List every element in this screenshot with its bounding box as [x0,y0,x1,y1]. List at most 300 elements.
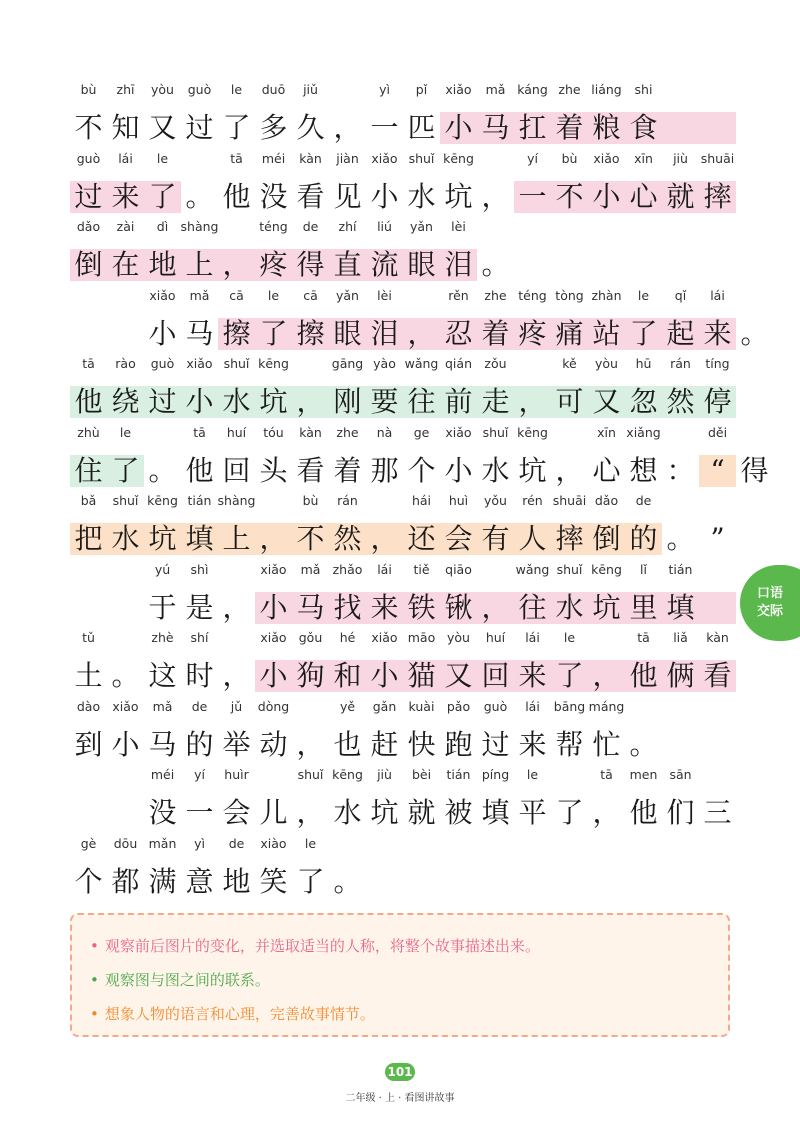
pinyin: guò [187,82,212,97]
pinyin: yí [527,150,538,166]
hanzi: 和 [333,659,362,692]
hanzi: ： [666,453,695,487]
char-cell [107,425,144,493]
hanzi: 赶 [370,727,399,761]
char-cell [181,219,218,287]
hanzi: 了 [296,864,325,898]
hanzi: 就 [666,179,695,213]
story-segment [70,356,736,424]
pinyin: dǎo [76,219,101,234]
hanzi: 了 [555,796,584,829]
pinyin: jiǔ [303,82,318,97]
hanzi: 了 [148,179,177,213]
pinyin: qián [445,356,472,371]
pinyin: yì [194,835,205,851]
char-cell [625,425,662,493]
hanzi: 小 [185,385,214,418]
pinyin: tā [82,356,95,371]
hanzi: 有 [481,522,510,555]
hanzi: 人 [518,522,547,555]
pinyin: xiào [260,835,287,851]
tip-item: • 观察前后图片的变化，并选取适当的人称，将整个故事描述出来。 [90,937,540,955]
pinyin: shuǐ [556,561,583,577]
char-cell [699,630,736,698]
story-segment [70,836,366,904]
pinyin: yú [154,561,171,577]
pinyin: de [228,835,245,851]
hanzi: 他 [629,796,658,829]
char-cell [662,562,699,630]
hanzi: 了 [259,316,288,350]
hanzi: 看 [296,179,325,213]
hanzi: 心 [592,453,621,487]
pinyin: xiǎo [445,82,472,97]
pinyin: xiǎng [626,424,661,440]
pinyin: le [230,82,243,97]
pinyin: sān [669,767,692,782]
story-segment [70,425,773,493]
story-segment [70,630,255,698]
oral-communication-tab[interactable] [740,565,800,641]
hanzi: 直 [333,248,362,281]
pinyin: rěn [448,287,469,303]
pinyin: wǎng [404,356,439,371]
char-cell [699,288,736,356]
pinyin: xiǎo [260,561,287,577]
pinyin: dào [76,698,101,714]
hanzi: 满 [148,864,177,898]
pinyin: lái [377,561,392,577]
pinyin: nà [376,424,393,440]
hanzi: 又 [148,111,177,144]
pinyin: yǎn [410,219,433,234]
char-cell [440,151,477,219]
pinyin: bāng [553,698,586,714]
hanzi: ， [222,659,251,692]
pinyin: liáng [591,82,622,97]
hanzi: 没 [148,796,177,829]
pinyin: lǐ [640,561,647,577]
hanzi: 倒 [74,248,103,281]
pinyin: bǎ [80,493,97,508]
hanzi: 了 [555,659,584,692]
pinyin: hū [635,356,652,371]
pinyin: xiǎo [445,424,472,440]
hanzi: 绕 [111,385,140,418]
hanzi: 疼 [259,248,288,281]
char-cell [329,836,366,904]
hanzi: 水 [407,179,436,213]
story-segment [366,82,662,150]
hanzi: 小 [259,590,288,624]
pinyin: lái [525,698,540,714]
hanzi: 摔 [703,179,732,213]
pinyin: děi [707,424,728,440]
hanzi: 是 [185,590,214,624]
pinyin: le [119,424,132,440]
pinyin: liǎ [673,630,688,645]
hanzi: 时 [185,659,214,692]
hanzi: 填 [185,522,214,555]
hanzi: 到 [74,727,103,761]
hanzi: 笑 [259,864,288,898]
hanzi: 个 [407,453,436,487]
pinyin: kēng [332,767,363,782]
hanzi: 得 [740,453,769,487]
hanzi: 填 [481,796,510,829]
hanzi: 就 [407,796,436,829]
pinyin: dì [156,219,169,234]
pinyin: tā [600,767,613,782]
hanzi: 又 [444,659,473,692]
hanzi: ， [333,111,362,144]
hanzi: 坑 [518,453,547,487]
char-cell [255,356,292,424]
hanzi: 过 [481,727,510,761]
hanzi: 填 [666,590,695,624]
hanzi: 走 [481,385,510,418]
pinyin: gè [80,835,97,851]
pinyin: tiě [413,561,430,577]
char-cell [70,630,107,698]
hanzi: 上 [185,248,214,281]
hanzi: 那 [370,453,399,487]
hanzi: 猫 [407,659,436,692]
hanzi: ， [518,385,547,418]
hanzi: 。 [111,659,140,692]
pinyin: tòng [555,287,584,303]
pinyin: yí [194,767,205,782]
hanzi: ， [259,522,288,555]
hanzi: 久 [296,111,325,144]
hanzi: 多 [259,111,288,144]
pinyin: mǎ [485,82,506,97]
hanzi: 一 [518,179,547,213]
hanzi: 个 [74,864,103,898]
hanzi: 水 [555,590,584,624]
pinyin: cā [303,287,318,303]
hanzi: 地 [222,864,251,898]
hanzi: 可 [555,385,584,418]
hanzi: 小 [370,659,399,692]
hanzi: 头 [259,453,288,487]
pinyin: guò [150,356,175,371]
pinyin: zhù [77,424,100,440]
hanzi: 被 [444,796,473,829]
pinyin: de [302,219,319,234]
pinyin: shuāi [700,150,735,166]
hanzi: 铁 [407,590,436,624]
hanzi: 平 [518,796,547,829]
pinyin: shuǐ [482,424,509,440]
hanzi: 动 [259,727,288,761]
pinyin: tíng [705,356,730,371]
pinyin: de [635,493,652,508]
hanzi: 不 [74,111,103,144]
hanzi: 马 [185,316,214,350]
pinyin: shuǐ [223,356,250,371]
hanzi: 然 [666,385,695,418]
pinyin: jiù [377,767,392,782]
hanzi: 小 [444,453,473,487]
hanzi: 不 [296,522,325,555]
char-cell [551,630,588,698]
pinyin: hé [339,630,356,645]
hanzi: 水 [481,453,510,487]
char-cell [625,493,662,561]
pinyin: shàng [180,219,219,234]
hanzi: ， [592,659,621,692]
pinyin: lái [118,150,133,166]
pinyin: yì [379,82,390,97]
hanzi: 跑 [444,727,473,761]
pinyin: zhe [336,424,359,440]
pinyin: māo [407,630,436,645]
char-cell [514,767,551,835]
pinyin: kě [562,356,577,371]
pinyin: mǎ [189,287,210,303]
hanzi: 们 [666,796,695,829]
hanzi: 着 [333,453,362,487]
hanzi: 他 [74,385,103,418]
pinyin: le [637,287,650,303]
pinyin: huí [226,424,247,440]
pinyin: lái [710,287,725,303]
hanzi: 三 [703,796,732,829]
hanzi: 心 [629,179,658,213]
pinyin: gǎn [372,698,397,714]
hanzi: 眼 [333,316,362,350]
pinyin: kēng [147,493,178,508]
hanzi: ， [555,453,584,487]
pinyin: pǐ [415,82,428,97]
pinyin: zǒu [484,356,507,371]
pinyin: lái [525,630,540,645]
hanzi: 小 [148,316,177,350]
pinyin: xīn [597,424,616,440]
hanzi: 小 [370,179,399,213]
char-cell [736,425,773,493]
pinyin: xiǎo [260,630,287,645]
pinyin: tǔ [82,630,95,645]
hanzi: 把 [74,522,103,555]
hanzi: 找 [333,590,362,624]
hanzi: 他 [222,179,251,213]
hanzi: 意 [185,864,214,898]
char-cell [625,82,662,150]
pinyin: lèi [451,219,466,234]
pinyin: hái [411,493,432,508]
hanzi: 了 [222,111,251,144]
hanzi: 狗 [296,659,325,692]
hanzi: 他 [629,659,658,692]
char-cell [218,767,255,835]
hanzi: ， [296,796,325,829]
pinyin: zài [116,219,135,234]
pinyin: jǔ [230,698,243,714]
pinyin: guò [483,698,508,714]
pinyin: ge [413,424,430,440]
tip-item: • 想象人物的语言和心理，完善故事情节。 [90,1005,375,1023]
pinyin: le [563,630,576,645]
pinyin: mǎ [152,698,173,714]
char-cell [218,493,255,561]
hanzi: ， [296,385,325,418]
pinyin: xiǎo [371,630,398,645]
pinyin: xīn [634,150,653,166]
hanzi: 马 [148,727,177,761]
pinyin: huì [448,493,469,508]
hanzi: 的 [185,727,214,761]
hanzi: 泪 [444,248,473,281]
story-segment [70,151,514,219]
hanzi: 食 [629,111,658,144]
hanzi: 来 [518,727,547,761]
hanzi: 坑 [592,590,621,624]
hanzi: 一 [185,796,214,829]
pinyin: shuǐ [408,150,435,166]
hanzi: 见 [333,179,362,213]
hanzi: 刚 [333,385,362,418]
pinyin: bù [80,82,97,97]
hanzi: ， [222,248,251,281]
pinyin: kēng [443,150,474,166]
hanzi: 来 [111,179,140,213]
pinyin: shi [634,82,653,97]
pinyin: shuǐ [112,493,139,508]
story-segment [144,288,773,356]
pinyin: bù [561,150,578,166]
pinyin: qiāo [445,561,472,577]
pinyin: yòu [447,630,470,645]
pinyin: tā [230,150,243,166]
hanzi: 了 [111,453,140,487]
hanzi: 来 [370,590,399,624]
char-cell [292,82,329,150]
char-cell [662,767,699,835]
hanzi: 要 [370,385,399,418]
hanzi: 看 [703,659,732,692]
hanzi: 泪 [370,316,399,350]
pinyin: shí [190,630,209,645]
hanzi: 回 [222,453,251,487]
hanzi: 帮 [555,727,584,761]
hanzi: 过 [74,179,103,213]
story-segment [70,219,514,287]
hanzi: 上 [222,522,251,555]
hanzi: ， [592,796,621,829]
pinyin: de [191,698,208,714]
hanzi: 扛 [518,111,547,144]
pinyin: rán [337,493,358,508]
pinyin: tóu [263,424,284,440]
pinyin: dòng [257,698,290,714]
pinyin: duō [261,82,286,97]
pinyin: gāng [331,356,364,371]
char-cell [736,288,773,356]
pinyin: le [156,150,169,166]
hanzi: 忍 [444,316,473,350]
hanzi: 小 [111,727,140,761]
pinyin: huí [485,630,506,645]
hanzi: 回 [481,659,510,692]
pinyin: dǎo [594,493,619,508]
pinyin: wǎng [515,561,550,577]
hanzi: 然 [333,522,362,555]
hanzi: 来 [703,316,732,350]
pinyin: xiǎo [112,698,139,714]
pinyin: tā [193,424,206,440]
hanzi: 还 [407,522,436,555]
hanzi: 快 [407,727,436,761]
hanzi: 忙 [592,727,621,761]
hanzi: 于 [148,590,177,624]
hanzi: 马 [481,111,510,144]
story-segment [144,767,736,835]
pinyin: yǎn [336,287,359,303]
hanzi: 又 [592,385,621,418]
hanzi: 痛 [555,316,584,350]
pinyin: shì [190,561,209,577]
hanzi: 坑 [444,179,473,213]
hanzi: 的 [629,522,658,555]
story-segment [255,630,736,698]
hanzi: 坑 [148,522,177,555]
hanzi: 想 [629,453,658,487]
pinyin: jiù [673,150,688,166]
hanzi: 。 [740,316,769,350]
hanzi: 锹 [444,590,473,624]
pinyin: yòu [151,82,174,97]
hanzi: 在 [111,248,140,281]
hanzi: ， [407,316,436,350]
hanzi: 擦 [222,316,251,350]
story-segment [514,151,736,219]
pinyin: zhe [558,82,581,97]
pinyin: qǐ [674,287,687,303]
pinyin: kēng [517,424,548,440]
pinyin: tián [668,561,693,577]
pinyin: téng [259,219,288,234]
hanzi: 起 [666,316,695,350]
hanzi: 一 [370,111,399,144]
pinyin: xiǎo [371,150,398,166]
hanzi: 水 [333,796,362,829]
char-cell [625,699,662,767]
hanzi: 坑 [370,796,399,829]
char-cell [477,219,514,287]
page-number: 101 [385,1063,415,1081]
char-cell [440,562,477,630]
pinyin: jiàn [336,150,359,166]
pinyin: káng [517,82,548,97]
pinyin: shàng [217,493,256,508]
pinyin: yòu [595,356,618,371]
hanzi: 知 [111,111,140,144]
hanzi: 里 [629,590,658,624]
hanzi: 停 [703,385,732,418]
hanzi: 。 [333,864,362,898]
hanzi: ， [481,590,510,624]
hanzi: 。 [666,522,695,555]
char-cell [144,151,181,219]
pinyin: le [267,287,280,303]
hanzi: 过 [148,385,177,418]
pinyin: kēng [591,561,622,577]
pinyin: kēng [258,356,289,371]
hanzi: ， [222,590,251,624]
hanzi: 站 [592,316,621,350]
